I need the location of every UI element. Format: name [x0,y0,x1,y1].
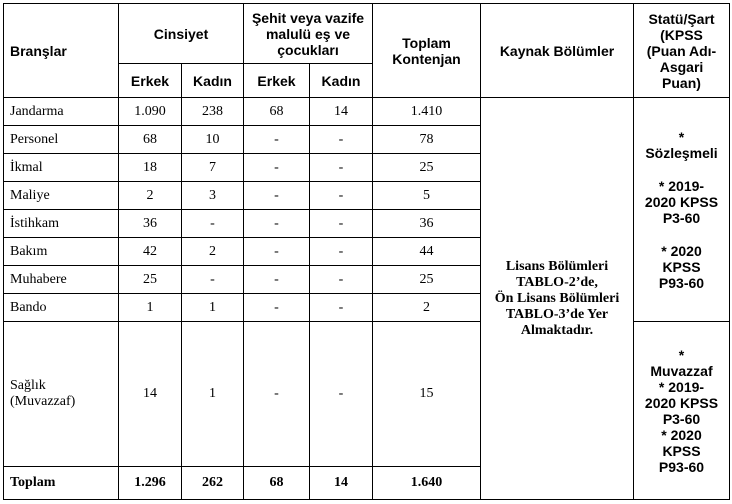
kaynak-bolumler-cell [481,98,634,500]
cell-sehit-kadin: 14 [310,98,373,126]
cell-brans: Bando [4,294,119,322]
cell-sehit-kadin: - [310,322,373,467]
header-cinsiyet [119,4,244,64]
statu-sozlesmeli-line2: Sözleşmeli [645,144,718,161]
cell-brans [4,322,119,467]
cell-erkek: 2 [119,182,182,210]
quota-table [3,3,730,500]
total-erkek: 1.296 [119,467,182,500]
cell-erkek: 42 [119,238,182,266]
cell-erkek: 36 [119,210,182,238]
cell-brans: Bakım [4,238,119,266]
header-toplam-kontenjan [373,4,481,98]
cell-brans: Maliye [4,182,119,210]
statu-sozlesmeli-line5: P3-60 [662,209,701,226]
statu-muvazzaf-line7: KPSS [662,442,701,459]
header-row-top [4,4,730,64]
cell-kadin: - [182,210,244,238]
header-statu-line4: Asgari [659,58,704,75]
cell-brans: İkmal [4,154,119,182]
cell-brans: İstihkam [4,210,119,238]
cell-kadin: 1 [182,294,244,322]
kaynak-line5: Almaktadır. [520,322,594,338]
header-kaynak-text: Kaynak Bölümler [499,42,615,59]
cell-erkek: 1.090 [119,98,182,126]
cell-toplam: 36 [373,210,481,238]
statu-muvazzaf-line8: P93-60 [658,458,705,475]
header-cinsiyet-text: Cinsiyet [153,25,209,42]
cell-sehit-erkek: - [244,238,310,266]
cell-sehit-erkek: - [244,266,310,294]
statu-sozlesmeli-line8: P93-60 [658,274,705,291]
cell-brans: Muhabere [4,266,119,294]
cell-brans: Personel [4,126,119,154]
header-statu-line5: Puan) [662,74,701,91]
cell-sehit-erkek: - [244,294,310,322]
header-statu-sart [634,4,730,98]
cell-sehit-erkek: - [244,322,310,467]
statu-sozlesmeli-line7: KPSS [662,258,701,275]
cell-sehit-kadin: - [310,238,373,266]
cell-sehit-kadin: - [310,210,373,238]
cell-kadin: 10 [182,126,244,154]
cell-toplam: 15 [373,322,481,467]
cell-sehit-erkek: - [244,126,310,154]
total-kadin: 262 [182,467,244,500]
statu-sozlesmeli-gap2 [636,226,727,243]
cell-sehit-kadin: - [310,266,373,294]
cell-brans-line2: (Muvazzaf) [10,394,76,409]
header-branslar-text: Branşlar [10,42,67,59]
cell-kadin: 3 [182,182,244,210]
kaynak-line1: Lisans Bölümleri [505,258,609,274]
cell-kadin: 238 [182,98,244,126]
cell-toplam: 25 [373,266,481,294]
cell-erkek: 1 [119,294,182,322]
total-sehit-erkek: 68 [244,467,310,500]
header-sehit-kadin: Kadın [310,64,373,98]
header-sehit-line1: Şehit veya vazife [251,9,365,26]
cell-sehit-kadin: - [310,182,373,210]
header-branslar [4,4,119,98]
statu-muvazzaf-line6: * 2020 [661,426,702,443]
cell-toplam: 78 [373,126,481,154]
header-kadin: Kadın [182,64,244,98]
header-sehit-line2: malulü eş ve [265,25,351,42]
cell-kadin: 7 [182,154,244,182]
header-toplam-line2: Kontenjan [392,50,461,67]
total-sehit-kadin: 14 [310,467,373,500]
statu-sozlesmeli-line4: 2020 KPSS [644,193,719,210]
cell-sehit-erkek: - [244,182,310,210]
cell-erkek: 18 [119,154,182,182]
cell-brans-line1: Sağlık [10,378,46,393]
cell-sehit-kadin: - [310,154,373,182]
cell-toplam: 5 [373,182,481,210]
cell-sehit-kadin: - [310,126,373,154]
statu-muvazzaf-line4: 2020 KPSS [644,394,719,411]
statu-muvazzaf-line3: * 2019- [658,378,705,395]
cell-erkek: 68 [119,126,182,154]
header-sehit [244,4,373,64]
table-row [4,98,730,126]
statu-muvazzaf-cell [634,322,730,500]
cell-kadin: 1 [182,322,244,467]
statu-muvazzaf-line1: * [678,346,685,363]
kaynak-line4: TABLO-3’de Yer [505,306,609,322]
cell-erkek: 14 [119,322,182,467]
total-toplam: 1.640 [373,467,481,500]
cell-sehit-erkek: - [244,154,310,182]
cell-brans: Jandarma [4,98,119,126]
header-kaynak-bolumler [481,4,634,98]
cell-sehit-kadin: - [310,294,373,322]
cell-kadin: 2 [182,238,244,266]
cell-erkek: 25 [119,266,182,294]
statu-muvazzaf-line2: Muvazzaf [650,362,713,379]
cell-toplam: 44 [373,238,481,266]
cell-sehit-erkek: - [244,210,310,238]
cell-kadin: - [182,266,244,294]
cell-toplam: 25 [373,154,481,182]
cell-toplam: 1.410 [373,98,481,126]
total-label: Toplam [4,467,119,500]
kaynak-line3: Ön Lisans Bölümleri [494,290,620,306]
statu-sozlesmeli-line6: * 2020 [661,242,702,259]
statu-sozlesmeli-cell [634,98,730,322]
header-statu-line1: Statü/Şart [648,10,715,27]
header-statu-line2: (KPSS [660,26,703,43]
statu-sozlesmeli-line1: * [678,128,685,145]
cell-toplam: 2 [373,294,481,322]
header-erkek: Erkek [119,64,182,98]
cell-sehit-erkek: 68 [244,98,310,126]
statu-muvazzaf-line5: P3-60 [662,410,701,427]
header-sehit-erkek: Erkek [244,64,310,98]
kaynak-line2: TABLO-2’de, [516,274,598,290]
header-toplam-line1: Toplam [402,34,451,51]
header-sehit-line3: çocukları [277,41,339,58]
statu-sozlesmeli-line3: * 2019- [658,177,705,194]
statu-sozlesmeli-gap1 [636,161,727,178]
header-statu-line3: (Puan Adı- [646,42,717,59]
